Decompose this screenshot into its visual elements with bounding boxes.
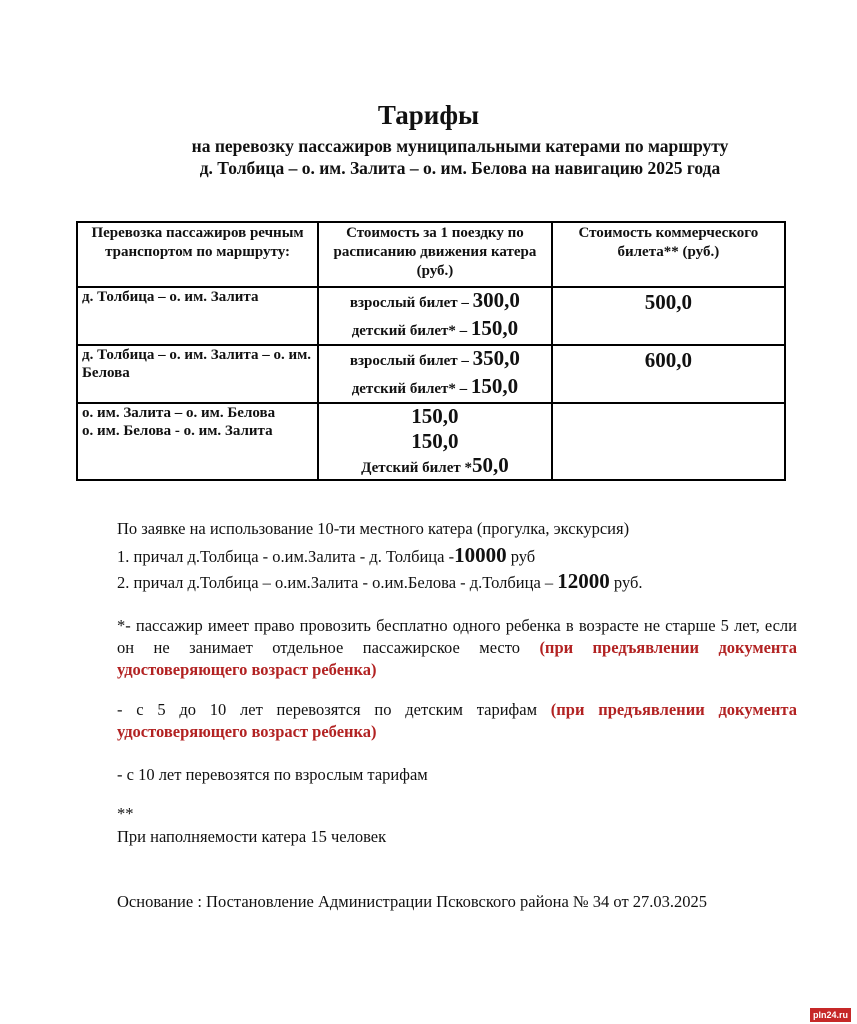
- child-price: 50,0: [471, 453, 509, 477]
- tariffs-table: [76, 221, 786, 481]
- commercial-price: 600,0: [552, 345, 785, 403]
- header-route: Перевозка пассажиров речным транспортом по маршруту:: [77, 222, 318, 287]
- order-item-2-price: 12000: [557, 569, 610, 593]
- child-label: Детский билет *: [361, 460, 472, 476]
- header-price-per-trip: Стоимость за 1 поездку по расписанию движения катера (руб.): [318, 222, 552, 287]
- price-cell: [318, 287, 552, 345]
- route-line-2: о. им. Белова - о. им. Залита: [82, 423, 273, 439]
- adult-label: взрослый билет –: [349, 353, 473, 369]
- table-row: [77, 287, 785, 345]
- note-adult-from-10: - с 10 лет перевозятся по взрослым тарифам: [117, 765, 428, 784]
- watermark-logo: pln24.ru: [810, 1008, 851, 1022]
- child-price-line: [319, 454, 551, 479]
- header-commercial-price: Стоимость коммерческого билета** (руб.): [552, 222, 785, 287]
- subtitle-line-2: д. Толбица – о. им. Залита – о. им. Белова на навигацию 2025 года: [199, 158, 721, 178]
- order-item-2-text: 2. причал д.Толбица – о.им.Залита - о.им.Белова - д.Толбица –: [117, 573, 558, 592]
- child-price: 150,0: [470, 374, 519, 398]
- adult-price-line: [319, 288, 551, 316]
- child-price: 150,0: [470, 316, 519, 340]
- note-1-text: *- пассажир имеет право провозить бесплатно одного ребенка в возрасте не старше 5 лет, если он не занимает отдельное пассажирское место: [117, 616, 797, 657]
- price-value-1: 150,0: [411, 404, 459, 428]
- note-child-5-10: [117, 699, 797, 743]
- price-cell: [318, 345, 552, 403]
- route-cell: д. Толбица – о. им. Залита: [77, 287, 318, 345]
- note-commercial-marker: **: [117, 804, 134, 823]
- adult-price: 300,0: [472, 288, 520, 312]
- child-label: детский билет* –: [351, 381, 471, 397]
- price-cell: [318, 403, 552, 480]
- subtitle-line-1: на перевозку пассажиров муниципальными катерами по маршруту: [191, 136, 729, 156]
- order-item-1: [117, 544, 797, 568]
- price-value-2: 150,0: [411, 429, 459, 453]
- adult-label: взрослый билет –: [349, 295, 473, 311]
- route-cell: [77, 403, 318, 480]
- order-item-1-unit: руб: [506, 547, 536, 566]
- adult-price-line: [319, 346, 551, 374]
- adult-price: 350,0: [472, 346, 520, 370]
- note-1-condition: (при предъявлении документа удостоверяющего возраст ребенка): [117, 638, 797, 679]
- legal-basis: Основание : Постановление Администрации Псковского района № 34 от 27.03.2025: [117, 892, 708, 911]
- child-price-line: [319, 374, 551, 402]
- order-item-2-unit: руб.: [609, 573, 643, 592]
- note-2-text: - с 5 до 10 лет перевозятся по детским тарифам: [117, 700, 551, 719]
- route-line-1: о. им. Залита – о. им. Белова: [82, 405, 276, 421]
- child-label: детский билет* –: [351, 323, 471, 339]
- note-2-condition: (при предъявлении документа удостоверяющего возраст ребенка): [117, 700, 797, 741]
- commercial-price: [552, 403, 785, 480]
- route-cell: д. Толбица – о. им. Залита – о. им. Белова: [77, 345, 318, 403]
- table-header-row: [77, 222, 785, 287]
- note-commercial-capacity: При наполняемости катера 15 человек: [117, 827, 387, 846]
- order-item-2: [117, 570, 797, 594]
- order-item-1-text: 1. причал д.Толбица - о.им.Залита - д. Толбица -: [117, 547, 455, 566]
- orders-intro: По заявке на использование 10-ти местного катера (прогулка, экскурсия): [117, 519, 630, 538]
- table-row: [77, 345, 785, 403]
- order-item-1-price: 10000: [454, 543, 507, 567]
- document-title: Тарифы: [377, 100, 480, 130]
- child-price-line: [319, 316, 551, 344]
- commercial-price: 500,0: [552, 287, 785, 345]
- note-child-under-5: [117, 615, 797, 681]
- table-row: [77, 403, 785, 480]
